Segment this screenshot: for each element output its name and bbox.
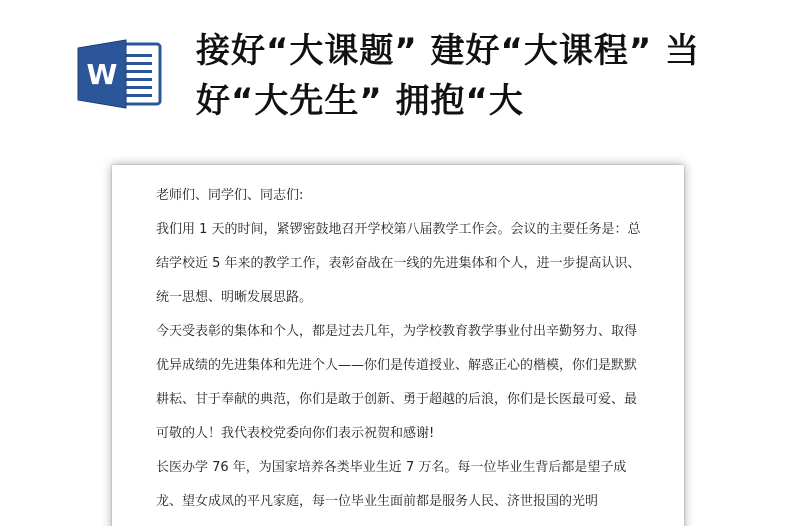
paragraph: 长医办学 76 年，为国家培养各类毕业生近 7 万名。每一位毕业生背后都是望子成龙、望女成凤的平凡家庭，每一位毕业生面前都是服务人民、济世报国的光明 (156, 460, 627, 509)
document-title: 接好“大课题” 建好“大课程” 当好“大先生” 拥抱“大 (196, 31, 701, 121)
word-icon-letter: W (86, 58, 118, 91)
greeting-line: 老师们、同学们、同志们: (156, 188, 304, 203)
paragraph: 今天受表彰的集体和个人，都是过去几年，为学校教育教学事业付出辛勤努力、取得优异成绩的先进集体和先进个人——你们是传道授业、解惑正心的楷模，你们是默默耕耘、甘于奉献的典范，你们是敢于创新、勇于超越的后浪，你们是长医最可爱、最可敬的人！我代表校党委向你们表示祝贺和感谢! (156, 324, 638, 441)
header (0, 0, 800, 150)
word-document-icon (76, 38, 164, 110)
paragraph: 我们用 1 天的时间，紧锣密鼓地召开学校第八届教学工作会。会议的主要任务是：总结学校近 5 年来的教学工作，表彰奋战在一线的先进集体和个人，进一步提高认识、统一思想、明晰发展思路。 (156, 222, 641, 305)
document-page (112, 165, 684, 526)
document-body (156, 179, 644, 519)
